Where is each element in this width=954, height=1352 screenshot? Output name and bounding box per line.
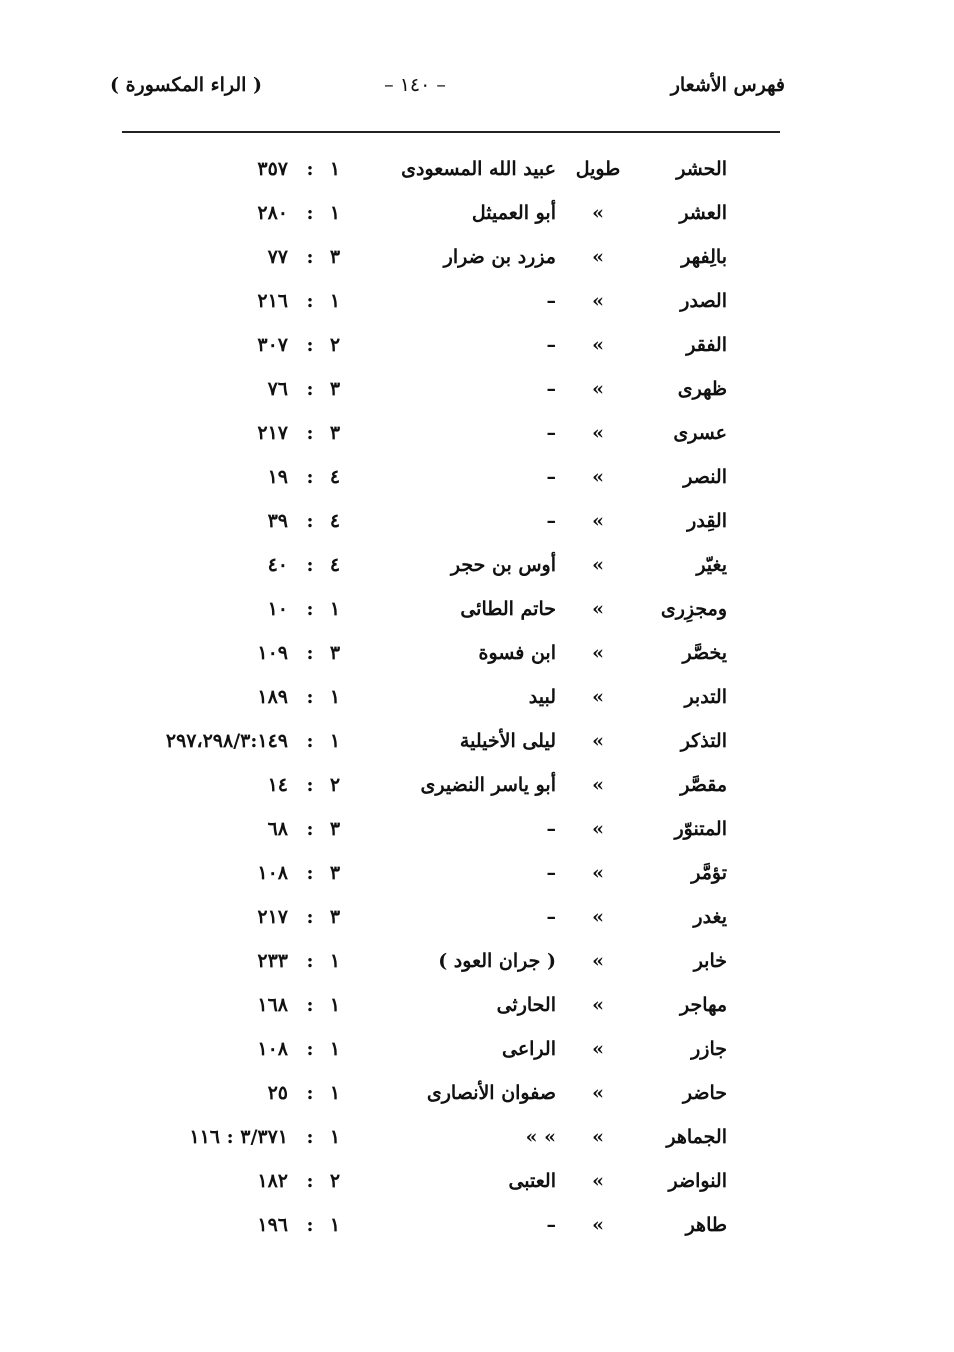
meter: » bbox=[592, 774, 604, 796]
poet-name: لبيد bbox=[528, 686, 556, 708]
rhyme-word: الجماهر bbox=[666, 1126, 727, 1148]
meter: » bbox=[592, 686, 604, 708]
section-title: فهرس الأشعار bbox=[670, 74, 785, 96]
rhyme-word: ظهرى bbox=[677, 378, 727, 400]
page-reference: ٢٥ bbox=[267, 1082, 288, 1104]
meter: » bbox=[592, 1214, 604, 1236]
index-row bbox=[0, 898, 954, 942]
page-reference: ٧٧ bbox=[267, 246, 288, 268]
page-reference: ١٠٨ bbox=[257, 862, 288, 884]
volume-number: ٣ bbox=[329, 422, 341, 444]
poet-name: – bbox=[546, 510, 556, 532]
rhyme-word: التذكر bbox=[680, 730, 727, 752]
rhyme-word: طاهر bbox=[685, 1214, 727, 1236]
separator: : bbox=[306, 1082, 314, 1104]
poet-name: حاتم الطائى bbox=[460, 598, 556, 620]
index-row bbox=[0, 414, 954, 458]
rhyme-word: عسرى bbox=[673, 422, 727, 444]
meter: » bbox=[592, 334, 604, 356]
separator: : bbox=[306, 202, 314, 224]
meter: » bbox=[592, 598, 604, 620]
poet-name: مزرد بن ضرار bbox=[443, 246, 556, 268]
volume-number: ١ bbox=[329, 1038, 341, 1060]
page-header bbox=[110, 74, 785, 104]
rhyme-word: يغدر bbox=[693, 906, 727, 928]
volume-number: ١ bbox=[329, 598, 341, 620]
index-row bbox=[0, 1074, 954, 1118]
separator: : bbox=[306, 1170, 314, 1192]
volume-number: ٢ bbox=[329, 1170, 341, 1192]
rhyme-word: ومجزِرى bbox=[660, 598, 727, 620]
separator: : bbox=[306, 378, 314, 400]
meter: » bbox=[592, 510, 604, 532]
rhyme-word: جازر bbox=[691, 1038, 727, 1060]
index-row bbox=[0, 1206, 954, 1250]
separator: : bbox=[306, 818, 314, 840]
meter: » bbox=[592, 378, 604, 400]
meter: » bbox=[592, 554, 604, 576]
rhyme-word: المتنوّر bbox=[674, 818, 727, 840]
meter: » bbox=[592, 642, 604, 664]
index-row bbox=[0, 150, 954, 194]
meter: » bbox=[592, 818, 604, 840]
separator: : bbox=[306, 290, 314, 312]
rhyme-word: حاضر bbox=[682, 1082, 727, 1104]
meter: » bbox=[592, 1170, 604, 1192]
meter: » bbox=[592, 202, 604, 224]
rhyme-word: تؤمَّر bbox=[691, 862, 727, 884]
poet-name: – bbox=[546, 862, 556, 884]
page-number: – ١٤٠ – bbox=[384, 74, 446, 96]
poet-name: أبو العميثل bbox=[471, 202, 556, 224]
page-reference: ٢٣٣ bbox=[257, 950, 288, 972]
index-row bbox=[0, 546, 954, 590]
volume-number: ١ bbox=[329, 730, 341, 752]
separator: : bbox=[306, 862, 314, 884]
meter: » bbox=[592, 246, 604, 268]
separator: : bbox=[306, 598, 314, 620]
page-reference: ١٨٩ bbox=[257, 686, 288, 708]
page-reference: ١٠٩ bbox=[257, 642, 288, 664]
rhyme-word: بالِفهر bbox=[681, 246, 727, 268]
volume-number: ٣ bbox=[329, 818, 341, 840]
separator: : bbox=[306, 774, 314, 796]
index-row bbox=[0, 854, 954, 898]
volume-number: ١ bbox=[329, 1082, 341, 1104]
volume-number: ٣ bbox=[329, 642, 341, 664]
index-row bbox=[0, 282, 954, 326]
rhyme-word: النصر bbox=[683, 466, 727, 488]
poet-name: – bbox=[546, 378, 556, 400]
page-reference: ٢١٧ bbox=[257, 422, 288, 444]
separator: : bbox=[306, 334, 314, 356]
volume-number: ١ bbox=[329, 158, 341, 180]
page-reference: ٣٩ bbox=[267, 510, 288, 532]
page-reference: ١٩ bbox=[267, 466, 288, 488]
volume-number: ٢ bbox=[329, 334, 341, 356]
volume-number: ١ bbox=[329, 290, 341, 312]
separator: : bbox=[306, 642, 314, 664]
page-reference: ٢٩٧،٢٩٨/٣:١٤٩ bbox=[165, 730, 288, 752]
page-reference: ٣٠٧ bbox=[257, 334, 288, 356]
meter: » bbox=[592, 862, 604, 884]
page-reference: ١٤ bbox=[267, 774, 288, 796]
poet-name: – bbox=[546, 422, 556, 444]
poet-name: أبو ياسر النضيرى bbox=[420, 774, 556, 796]
rhyme-word: خابر bbox=[693, 950, 727, 972]
page-reference: ١٨٢ bbox=[257, 1170, 288, 1192]
meter: » bbox=[592, 422, 604, 444]
rhyme-word: يغيّر bbox=[696, 554, 727, 576]
poet-name: – bbox=[546, 818, 556, 840]
meter: » bbox=[592, 950, 604, 972]
poet-name: العتبى bbox=[508, 1170, 556, 1192]
separator: : bbox=[306, 994, 314, 1016]
meter: » bbox=[592, 1126, 604, 1148]
page-reference: ٢١٧ bbox=[257, 906, 288, 928]
index-row bbox=[0, 370, 954, 414]
separator: : bbox=[306, 422, 314, 444]
rhyme-word: الفقر bbox=[686, 334, 727, 356]
meter: » bbox=[592, 994, 604, 1016]
poet-name: – bbox=[546, 906, 556, 928]
volume-number: ٣ bbox=[329, 246, 341, 268]
page-reference: ٣/٣٧١ : ١١٦ bbox=[189, 1126, 288, 1148]
meter: » bbox=[592, 1082, 604, 1104]
poet-name: أوس بن حجر bbox=[450, 554, 556, 576]
index-row bbox=[0, 810, 954, 854]
index-row bbox=[0, 942, 954, 986]
volume-number: ١ bbox=[329, 202, 341, 224]
index-row bbox=[0, 238, 954, 282]
rhyme-word: يخصَّر bbox=[682, 642, 727, 664]
volume-number: ١ bbox=[329, 994, 341, 1016]
meter: » bbox=[592, 466, 604, 488]
poet-name: – bbox=[546, 334, 556, 356]
volume-number: ٣ bbox=[329, 378, 341, 400]
rhyme-word: مقصَّر bbox=[680, 774, 727, 796]
rhyme-word: الصدر bbox=[680, 290, 727, 312]
poet-name: » » bbox=[525, 1126, 556, 1148]
page-reference: ٤٠ bbox=[267, 554, 288, 576]
index-row bbox=[0, 634, 954, 678]
meter: » bbox=[592, 906, 604, 928]
volume-number: ٤ bbox=[329, 554, 341, 576]
rhyme-word: القِدر bbox=[687, 510, 727, 532]
poet-name: – bbox=[546, 290, 556, 312]
page-reference: ١٠٨ bbox=[257, 1038, 288, 1060]
rhyme-word: التدبر bbox=[684, 686, 727, 708]
page-reference: ٦٨ bbox=[267, 818, 288, 840]
meter: » bbox=[592, 1038, 604, 1060]
separator: : bbox=[306, 906, 314, 928]
index-row bbox=[0, 194, 954, 238]
index-row bbox=[0, 722, 954, 766]
separator: : bbox=[306, 1038, 314, 1060]
page-reference: ١٠ bbox=[267, 598, 288, 620]
index-row bbox=[0, 766, 954, 810]
poet-name: الراعى bbox=[501, 1038, 556, 1060]
poet-name: – bbox=[546, 1214, 556, 1236]
meter: » bbox=[592, 730, 604, 752]
poet-name: – bbox=[546, 466, 556, 488]
index-row bbox=[0, 1162, 954, 1206]
volume-number: ١ bbox=[329, 950, 341, 972]
separator: : bbox=[306, 1126, 314, 1148]
rhyme-word: مهاجر bbox=[680, 994, 727, 1016]
volume-number: ٤ bbox=[329, 466, 341, 488]
page-reference: ١٦٨ bbox=[257, 994, 288, 1016]
page-reference: ٣٥٧ bbox=[257, 158, 288, 180]
separator: : bbox=[306, 554, 314, 576]
separator: : bbox=[306, 686, 314, 708]
separator: : bbox=[306, 246, 314, 268]
volume-number: ٣ bbox=[329, 906, 341, 928]
index-row bbox=[0, 986, 954, 1030]
index-row bbox=[0, 590, 954, 634]
rhyme-word: النواضر bbox=[668, 1170, 727, 1192]
page-reference: ٢١٦ bbox=[257, 290, 288, 312]
page-reference: ١٩٦ bbox=[257, 1214, 288, 1236]
volume-number: ١ bbox=[329, 1214, 341, 1236]
volume-number: ١ bbox=[329, 686, 341, 708]
separator: : bbox=[306, 730, 314, 752]
index-row bbox=[0, 678, 954, 722]
index-row bbox=[0, 1118, 954, 1162]
page-reference: ٧٦ bbox=[267, 378, 288, 400]
rhyme-word: الحشر bbox=[676, 158, 727, 180]
poet-name: ليلى الأخيلية bbox=[459, 730, 556, 752]
index-row bbox=[0, 502, 954, 546]
page-reference: ٢٨٠ bbox=[257, 202, 288, 224]
meter: » bbox=[592, 290, 604, 312]
poet-name: ( جران العود ) bbox=[438, 950, 556, 972]
header-divider bbox=[122, 131, 780, 133]
volume-number: ٤ bbox=[329, 510, 341, 532]
volume-number: ٢ bbox=[329, 774, 341, 796]
poet-name: ابن فسوة bbox=[478, 642, 556, 664]
poet-name: الحارثى bbox=[496, 994, 556, 1016]
poet-name: صفوان الأنصارى bbox=[426, 1082, 556, 1104]
separator: : bbox=[306, 950, 314, 972]
separator: : bbox=[306, 1214, 314, 1236]
separator: : bbox=[306, 466, 314, 488]
volume-number: ١ bbox=[329, 1126, 341, 1148]
index-row bbox=[0, 458, 954, 502]
separator: : bbox=[306, 510, 314, 532]
meter: طويل bbox=[575, 158, 621, 180]
letter-heading: ( الراء المكسورة ) bbox=[110, 74, 263, 96]
index-row bbox=[0, 326, 954, 370]
rhyme-word: العشر bbox=[679, 202, 727, 224]
volume-number: ٣ bbox=[329, 862, 341, 884]
poetry-index-list bbox=[0, 150, 954, 1250]
separator: : bbox=[306, 158, 314, 180]
index-row bbox=[0, 1030, 954, 1074]
poet-name: عبيد الله المسعودى bbox=[401, 158, 556, 180]
